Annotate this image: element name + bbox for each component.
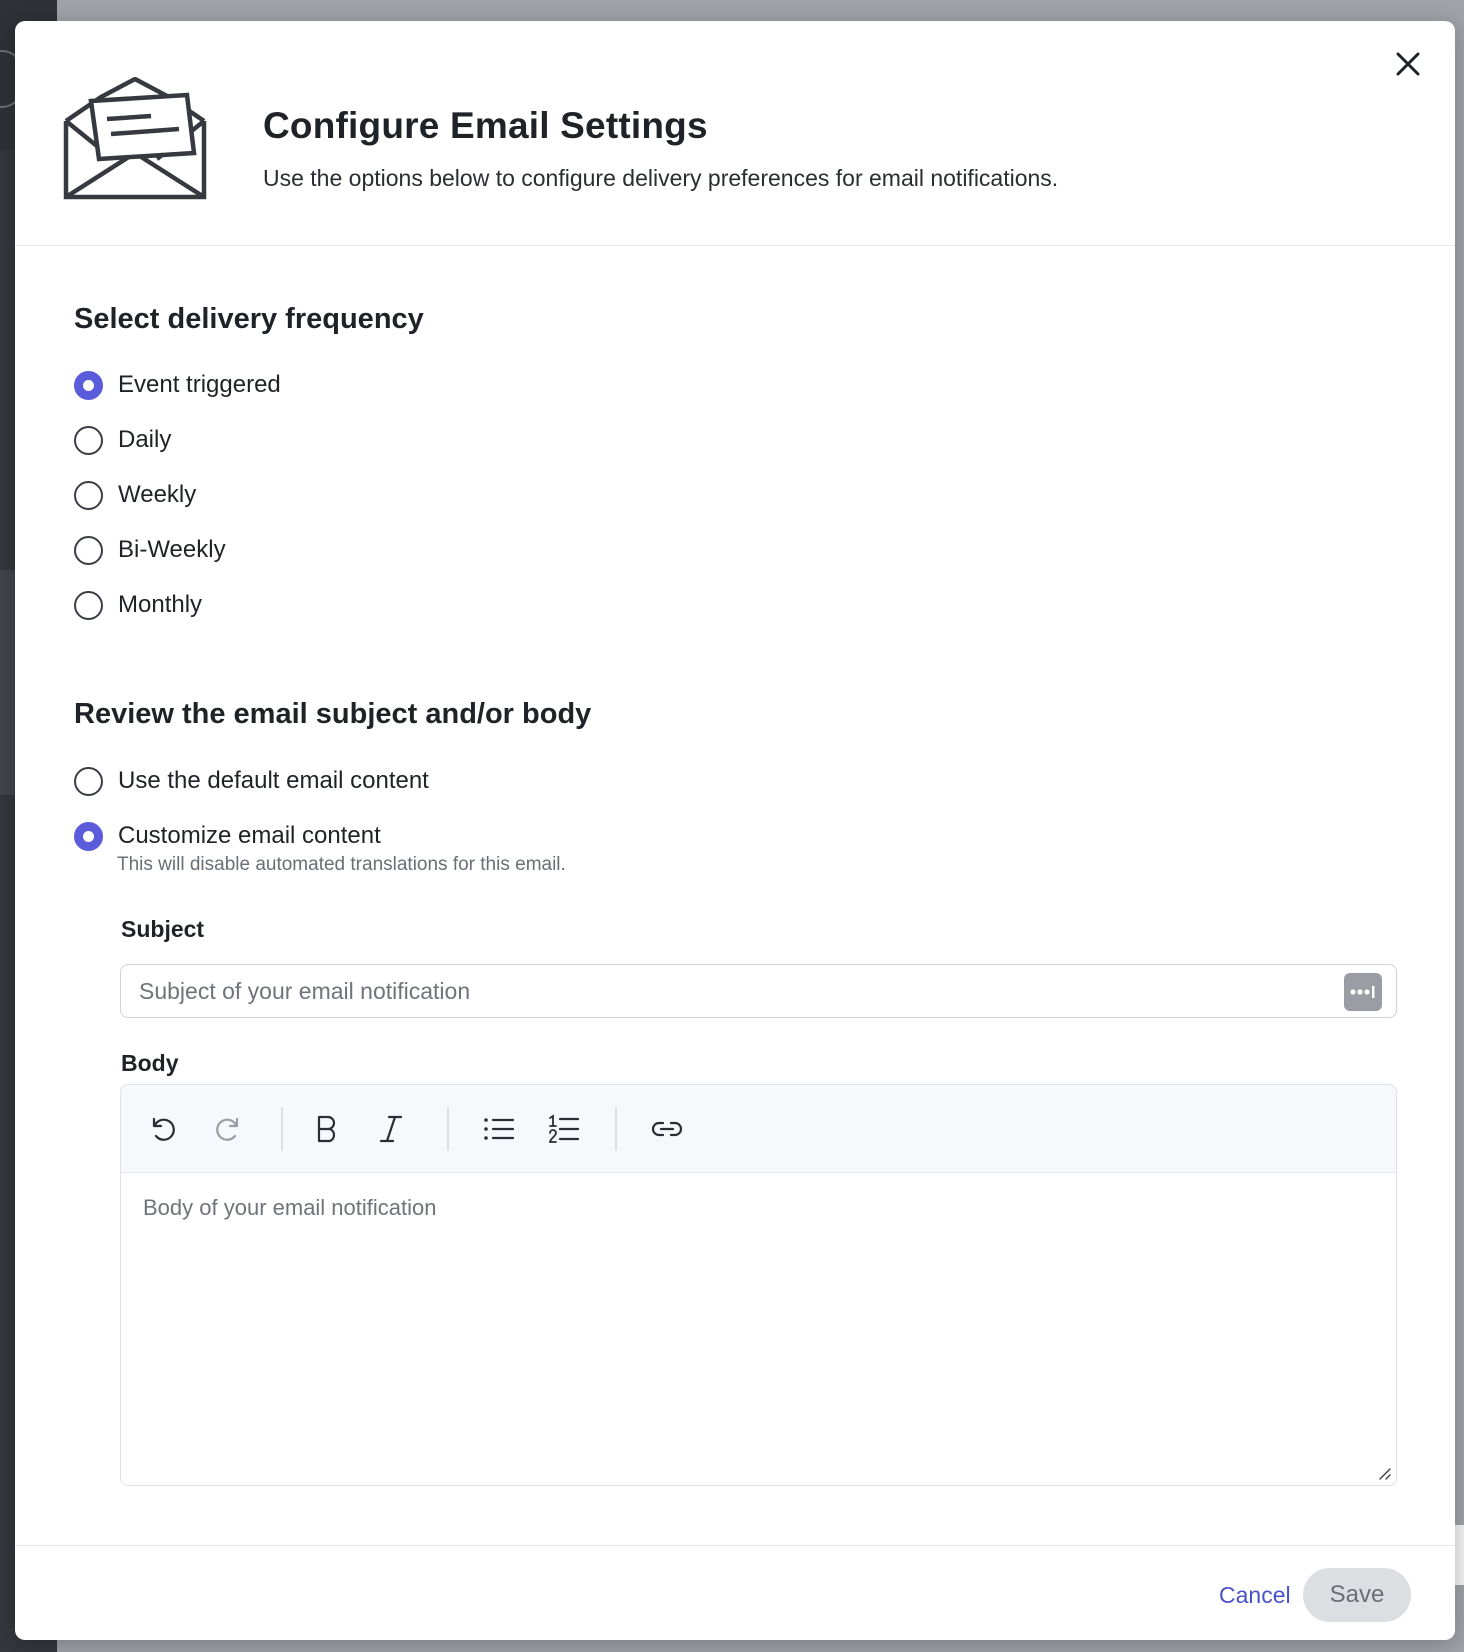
email-settings-dialog (15, 21, 1455, 1640)
bold-button[interactable] (307, 1109, 347, 1149)
dialog-footer (15, 1545, 1455, 1640)
radio-button[interactable] (74, 481, 103, 510)
save-button[interactable]: Save (1303, 1568, 1411, 1622)
insert-token-button[interactable] (1344, 973, 1382, 1011)
radio-button[interactable] (74, 426, 103, 455)
radio-label: Bi-Weekly (118, 536, 226, 563)
resize-handle-icon[interactable] (1376, 1465, 1392, 1481)
body-editor (120, 1084, 1397, 1486)
backdrop-page-edge (1455, 1525, 1464, 1585)
radio-button[interactable] (74, 767, 103, 796)
link-button[interactable] (647, 1109, 687, 1149)
numbered-list-icon (548, 1114, 580, 1144)
radio-label: Daily (118, 426, 172, 453)
dialog-header (15, 21, 1455, 246)
radio-button-checked[interactable] (74, 822, 103, 851)
radio-default-content[interactable] (74, 764, 429, 798)
open-envelope-icon (63, 77, 211, 201)
bold-icon (313, 1114, 341, 1144)
radio-label: Customize email content (118, 822, 381, 849)
radio-daily[interactable] (74, 423, 171, 457)
bullet-list-button[interactable] (479, 1109, 519, 1149)
radio-button[interactable] (74, 536, 103, 565)
toolbar-separator (447, 1107, 449, 1151)
italic-button[interactable] (371, 1109, 411, 1149)
subject-field (120, 964, 1397, 1018)
radio-label: Event triggered (118, 371, 281, 398)
dialog-subtitle: Use the options below to configure delivery preferences for email notifications. (263, 165, 1059, 191)
radio-button-checked[interactable] (74, 371, 103, 400)
undo-icon (148, 1114, 178, 1144)
radio-weekly[interactable] (74, 478, 196, 512)
frequency-section-title: Select delivery frequency (74, 303, 424, 335)
radio-event-triggered[interactable] (74, 368, 281, 402)
redo-button[interactable] (208, 1109, 248, 1149)
subject-label: Subject (121, 916, 205, 942)
body-textarea[interactable]: Body of your email notification (143, 1195, 437, 1220)
subject-input[interactable] (139, 965, 1299, 1017)
insert-token-icon (1348, 985, 1378, 999)
radio-label: Weekly (118, 481, 197, 508)
radio-button[interactable] (74, 591, 103, 620)
bullet-list-icon (483, 1115, 515, 1143)
radio-bi-weekly[interactable] (74, 533, 226, 567)
radio-customize-content[interactable] (74, 819, 381, 853)
italic-icon (377, 1114, 405, 1144)
toolbar-separator (615, 1107, 617, 1151)
content-section-title: Review the email subject and/or body (74, 698, 592, 730)
toolbar-separator (281, 1107, 283, 1151)
dialog-title: Configure Email Settings (263, 105, 708, 146)
radio-label: Use the default email content (118, 767, 429, 794)
customize-hint: This will disable automated translations for this email. (117, 854, 566, 875)
undo-button[interactable] (143, 1109, 183, 1149)
redo-icon (213, 1114, 243, 1144)
numbered-list-button[interactable] (544, 1109, 584, 1149)
radio-monthly[interactable] (74, 588, 202, 622)
link-icon (651, 1119, 683, 1139)
body-label: Body (121, 1050, 179, 1076)
radio-label: Monthly (118, 591, 203, 618)
editor-toolbar (121, 1085, 1396, 1173)
cancel-button[interactable]: Cancel (1219, 1582, 1291, 1608)
